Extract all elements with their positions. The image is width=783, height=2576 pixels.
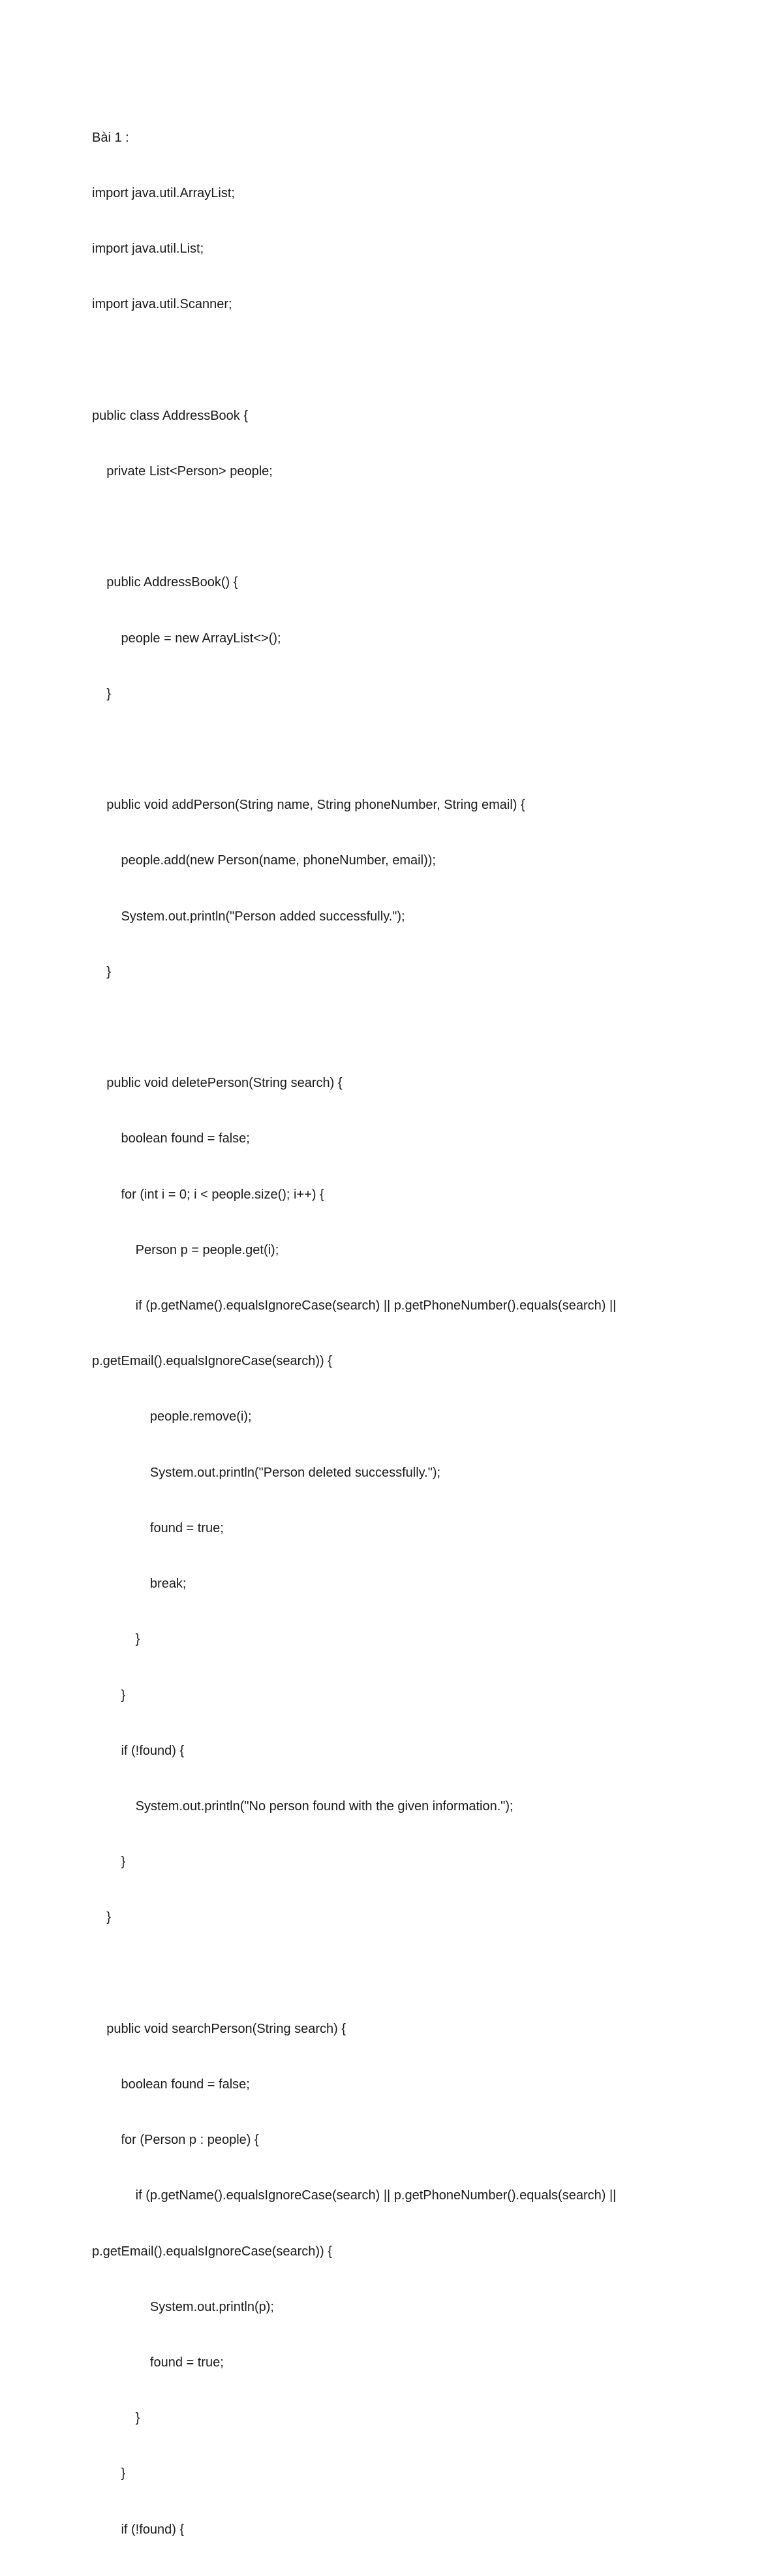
code-line: System.out.println("Person added successfully."); — [92, 909, 405, 924]
code-line: found = true; — [92, 1520, 224, 1535]
code-line: } — [92, 2411, 140, 2426]
code-line: import java.util.Scanner; — [92, 297, 232, 312]
code-line: public void searchPerson(String search) { — [92, 2021, 346, 2036]
code-line: private List<Person> people; — [92, 464, 273, 479]
blank-line — [92, 1018, 679, 1037]
code-line: public class AddressBook { — [92, 408, 249, 423]
code-line: public void deletePerson(String search) { — [92, 1076, 343, 1091]
code-line: if (!found) { — [92, 1743, 185, 1758]
code-line: } — [92, 1910, 111, 1925]
code-line: if (p.getName().equalsIgnoreCase(search) || p.getPhoneNumber().equals(search) || — [92, 1298, 617, 1313]
code-line: people = new ArrayList<>(); — [92, 631, 281, 646]
code-line: break; — [92, 1577, 187, 1592]
blank-line — [92, 518, 679, 536]
code-line: System.out.println("No person found with the given information."); — [92, 1798, 514, 1814]
code-line: boolean found = false; — [92, 1131, 250, 1146]
code-line: System.out.println(p); — [92, 2299, 274, 2314]
blank-line — [92, 351, 679, 369]
code-line: for (int i = 0; i < people.size(); i++) { — [92, 1187, 324, 1202]
blank-line — [92, 1964, 679, 1983]
code-line: } — [92, 1855, 126, 1870]
code-line: p.getEmail().equalsIgnoreCase(search)) { — [92, 1354, 332, 1369]
code-line: } — [92, 2466, 126, 2481]
doc-heading: Bài 1 : — [92, 130, 129, 145]
code-line: } — [92, 686, 111, 701]
code-line: people.remove(i); — [92, 1409, 252, 1424]
document-body — [92, 91, 679, 2576]
code-line: System.out.println("Person deleted successfully."); — [92, 1465, 441, 1480]
blank-line — [92, 740, 679, 759]
code-line: people.add(new Person(name, phoneNumber, email)); — [92, 853, 436, 868]
code-line: public void addPerson(String name, String phoneNumber, String email) { — [92, 798, 525, 813]
code-line: if (p.getName().equalsIgnoreCase(search) || p.getPhoneNumber().equals(search) || — [92, 2188, 617, 2203]
code-line: for (Person p : people) { — [92, 2133, 259, 2148]
code-line: } — [92, 1688, 126, 1703]
code-line: } — [92, 964, 111, 979]
code-line: public AddressBook() { — [92, 575, 238, 590]
code-line: p.getEmail().equalsIgnoreCase(search)) { — [92, 2244, 332, 2259]
code-line: import java.util.ArrayList; — [92, 186, 235, 201]
code-line: import java.util.List; — [92, 242, 204, 257]
code-line: } — [92, 1632, 140, 1647]
code-line: Person p = people.get(i); — [92, 1242, 279, 1257]
code-line: boolean found = false; — [92, 2077, 250, 2092]
code-line: found = true; — [92, 2355, 224, 2370]
code-line: if (!found) { — [92, 2522, 185, 2537]
